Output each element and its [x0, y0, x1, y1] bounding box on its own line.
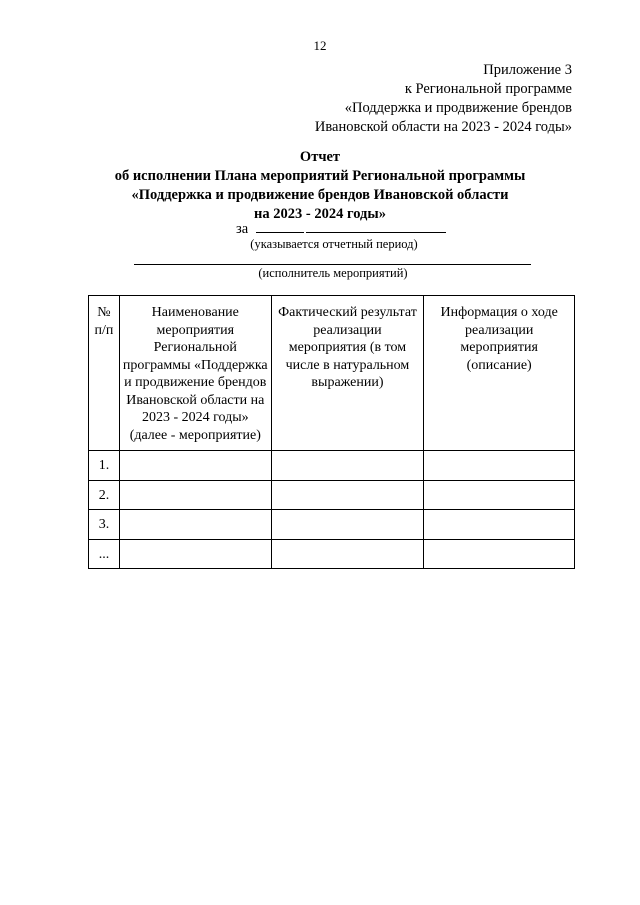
row-number: 1.	[89, 451, 120, 481]
header-actual-result: Фактический результат реализации мероприятия (в том числе в натуральном выражении)	[271, 296, 424, 451]
cell-progress-info	[424, 510, 575, 540]
row-number: 2.	[89, 480, 120, 510]
cell-actual-result	[271, 451, 424, 481]
reporting-period-line	[236, 221, 446, 238]
cell-actual-result	[271, 510, 424, 540]
header-number: № п/п	[89, 296, 120, 451]
row-number: 3.	[89, 510, 120, 540]
appendix-line: к Региональной программе	[404, 81, 572, 97]
cell-actual-result	[271, 539, 424, 569]
table-row	[89, 539, 575, 569]
cell-event-name	[119, 510, 271, 540]
cell-event-name	[119, 539, 271, 569]
cell-event-name	[119, 480, 271, 510]
appendix-line: Ивановской области на 2023 - 2024 годы»	[314, 119, 572, 135]
report-table	[88, 295, 575, 569]
executor-hint: (исполнитель мероприятий)	[258, 266, 408, 280]
row-number: ...	[89, 539, 120, 569]
title-line: «Поддержка и продвижение брендов Ивановской области	[131, 187, 509, 203]
table-row	[89, 451, 575, 481]
appendix-line: «Поддержка и продвижение брендов	[344, 100, 572, 116]
period-prefix: за	[236, 221, 249, 237]
table-row	[89, 480, 575, 510]
period-hint: (указывается отчетный период)	[250, 237, 418, 251]
table-row	[89, 510, 575, 540]
page-number: 12	[313, 38, 327, 53]
cell-event-name	[119, 451, 271, 481]
title-line: на 2023 - 2024 годы»	[254, 206, 386, 222]
appendix-block	[315, 61, 572, 137]
title-line: Отчет	[299, 149, 341, 165]
title-line: об исполнении Плана мероприятий Региональной программы	[114, 168, 526, 184]
table-header-row	[89, 296, 575, 451]
executor-blank	[134, 264, 531, 265]
header-event-name: Наименование мероприятия Региональной программы «Поддержка и продвижение брендов Ивановской области на 2023 - 2024 годы» (далее - мероприятие)	[119, 296, 271, 451]
period-blank-short	[256, 232, 304, 233]
appendix-line: Приложение 3	[483, 62, 572, 78]
cell-progress-info	[424, 480, 575, 510]
cell-progress-info	[424, 539, 575, 569]
document-title	[0, 148, 640, 224]
cell-progress-info	[424, 451, 575, 481]
header-progress-info: Информация о ходе реализации мероприятия (описание)	[424, 296, 575, 451]
period-blank-long	[306, 232, 446, 233]
cell-actual-result	[271, 480, 424, 510]
